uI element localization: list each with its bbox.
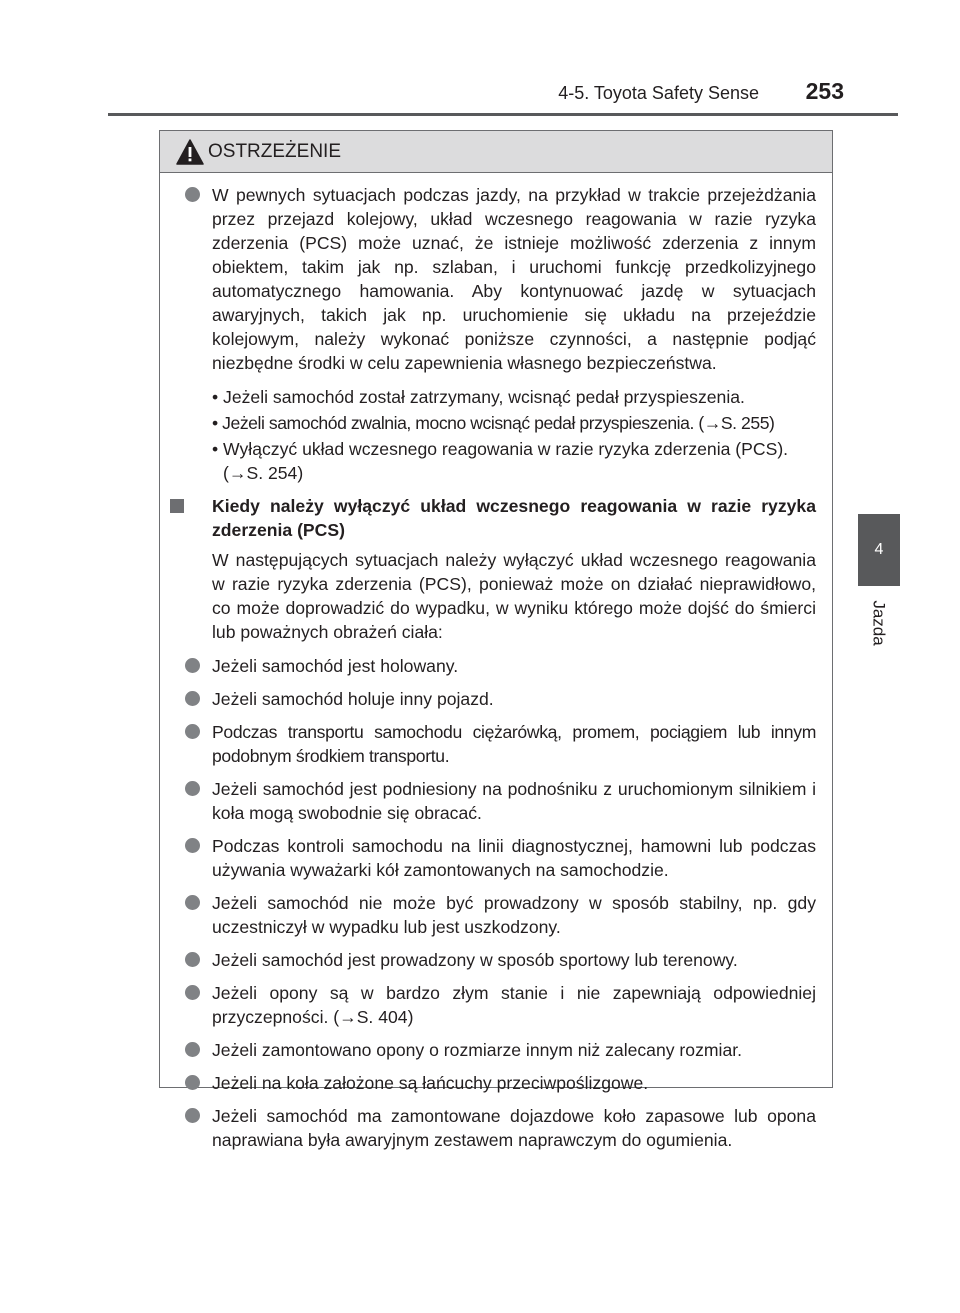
warning-title: OSTRZEŻENIE	[208, 140, 342, 162]
warning-box	[159, 130, 833, 1150]
list-item	[182, 1038, 816, 1062]
list-item-text: Jeżeli samochód ma zamontowane dojazdowe koło zapasowe lub opona naprawiana była awaryjnym zestawem naprawczym do ogumienia.	[212, 1106, 816, 1150]
sub-item	[212, 385, 816, 409]
sub-item-text: • Wyłączyć układ wczesnego reagowania w razie ryzyka zderzenia (PCS).	[212, 439, 789, 459]
list-item	[182, 654, 816, 678]
sub-item-text: • Jeżeli samochód został zatrzymany, wcisnąć pedał przyspieszenia.	[212, 387, 745, 407]
list-item	[182, 777, 816, 825]
list-item	[182, 1104, 816, 1152]
bullet-dot-icon	[185, 985, 200, 1000]
list-item	[182, 834, 816, 882]
bullet-dot-icon	[185, 724, 200, 739]
chapter-label	[858, 588, 900, 658]
list-item	[182, 891, 816, 939]
square-bullet-icon	[170, 499, 184, 513]
chapter-number: 4	[874, 541, 884, 558]
sub-item	[212, 437, 816, 485]
section-heading-text: Kiedy należy wyłączyć układ wczesnego reagowania w razie ryzyka zderzenia (PCS)	[212, 496, 816, 540]
warning-content	[160, 183, 832, 1161]
warning-header	[160, 131, 832, 173]
section-paragraph: W następujących sytuacjach należy wyłączyć układ wczesnego reagowania w razie ryzyka zderzenia (PCS), ponieważ może on działać nieprawidłowo, co może doprowadzić do wypadku, w wyniku którego może dojść do śmierci lub poważnych obrażeń ciała:	[212, 550, 816, 642]
list-item	[182, 720, 816, 768]
bullet-dot-icon	[185, 691, 200, 706]
section-heading	[182, 494, 816, 542]
list-item-text: Jeżeli opony są w bardzo złym stanie i nie zapewniają odpowiedniej przyczepności. (→S. 404)	[212, 983, 816, 1027]
page-number: 253	[805, 78, 844, 104]
sub-item-text: • Jeżeli samochód zwalnia, mocno wcisnąć pedał przyspieszenia. (→S. 255)	[212, 413, 775, 433]
list-item-text: Jeżeli samochód nie może być prowadzony w sposób stabilny, np. gdy uczestniczył w wypadku lub jest uszkodzony.	[212, 893, 816, 937]
list-item-text: Jeżeli zamontowano opony o rozmiarze innym niż zalecany rozmiar.	[212, 1040, 743, 1060]
sub-item	[212, 411, 816, 435]
list-item	[182, 687, 816, 711]
header-section-title: 4-5. Toyota Safety Sense	[558, 83, 759, 103]
list-item-text: Podczas kontroli samochodu na linii diagnostycznej, hamowni lub podczas używania wyważarki kół zamontowanych na samochodzie.	[212, 836, 816, 880]
list-item-text: Jeżeli samochód jest podniesiony na podnośniku z uruchomionym silnikiem i koła mogą swobodnie się obracać.	[212, 779, 816, 823]
bullet-dot-icon	[185, 658, 200, 673]
list-item	[182, 1071, 816, 1095]
list-item	[182, 183, 816, 485]
list-item	[182, 981, 816, 1029]
list-item-text: Jeżeli samochód holuje inny pojazd.	[212, 689, 494, 709]
list-item-text: Jeżeli na koła założone są łańcuchy przeciwpoślizgowe.	[212, 1073, 649, 1093]
bullet-dot-icon	[185, 838, 200, 853]
bullet-dot-icon	[185, 1075, 200, 1090]
bullet-dot-icon	[185, 952, 200, 967]
sub-item-ref: (→S. 254)	[223, 463, 304, 483]
list-item-text: W pewnych sytuacjach podczas jazdy, na przykład w trakcie przejeżdżania przez przejazd kolejowy, układ wczesnego reagowania w razie ryzyka zderzenia (PCS) może uznać, że istnieje możliwość zderzenia z innym obiektem, takim jak np. szlaban, i uruchomi funkcję przedkolizyjnego automatycznego hamowania. Aby kontynuować jazdę w sytuacjach awaryjnych, takich jak np. uruchomienie się układu na przejeździe kolejowym, należy wykonać poniższe czynności, a następnie podjąć niezbędne środki w celu zapewnienia własnego bezpieczeństwa.	[212, 185, 816, 373]
list-item-text: Jeżeli samochód jest holowany.	[212, 656, 459, 676]
bullet-dot-icon	[185, 1042, 200, 1057]
bullet-dot-icon	[185, 781, 200, 796]
chapter-tab	[858, 514, 900, 586]
bullet-dot-icon	[185, 187, 200, 202]
chapter-label-text: Jazda	[870, 600, 889, 646]
header-divider	[108, 113, 898, 116]
list-item-text: Podczas transportu samochodu ciężarówką, promem, pociągiem lub innym podobnym środkiem transportu.	[212, 722, 816, 766]
bullet-dot-icon	[185, 895, 200, 910]
list-item	[182, 948, 816, 972]
warning-triangle-icon	[176, 139, 204, 165]
list-item-text: Jeżeli samochód jest prowadzony w sposób sportowy lub terenowy.	[212, 950, 738, 970]
bullet-dot-icon	[185, 1108, 200, 1123]
